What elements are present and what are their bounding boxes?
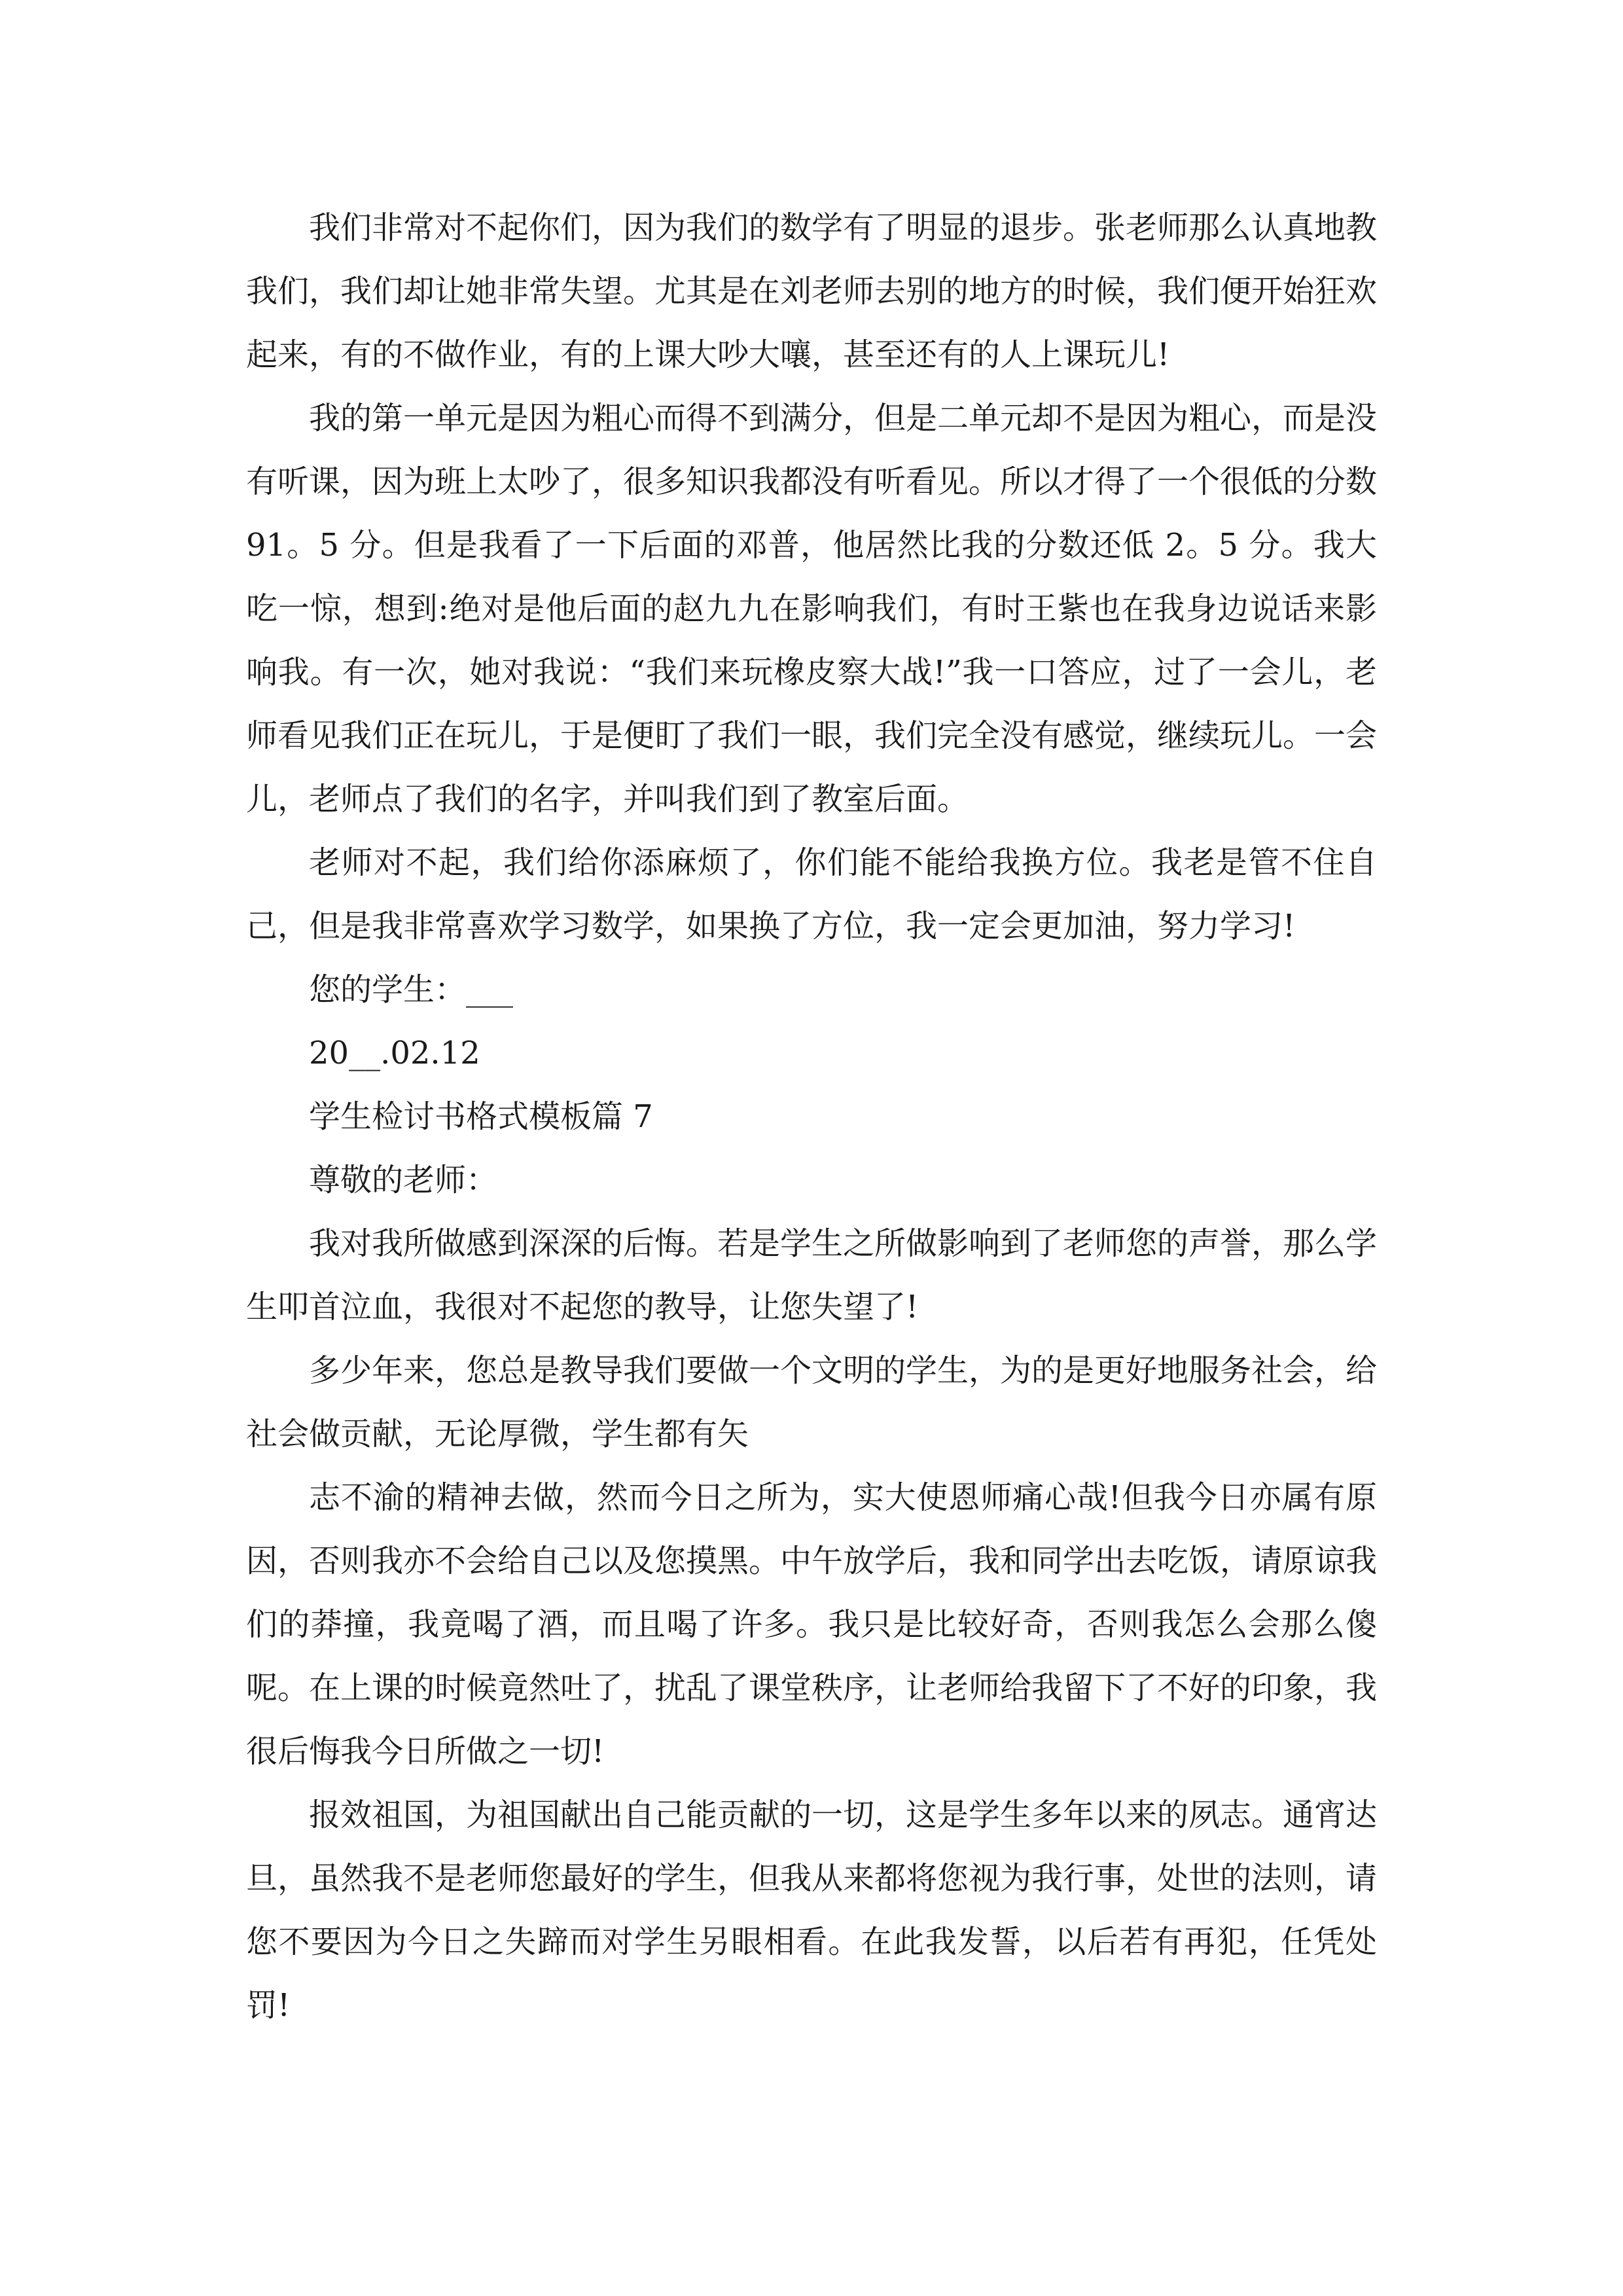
paragraph: 老师对不起，我们给你添麻烦了，你们能不能给我换方位。我老是管不住自己，但是我非常喜欢学习数学，如果换了方位，我一定会更加油，努力学习! (246, 844, 1377, 944)
signature-line: 您的学生：___ (309, 971, 514, 1008)
paragraph: 我们非常对不起你们，因为我们的数学有了明显的退步。张老师那么认真地教我们，我们却让她非常失望。尤其是在刘老师去别的地方的时候，我们便开始狂欢起来，有的不做作业，有的上课大吵大嚷，甚至还有的人上课玩儿! (246, 209, 1378, 373)
paragraph: 报效祖国，为祖国献出自己能贡献的一切，这是学生多年以来的夙志。通宵达旦，虽然我不是老师您最好的学生，但我从来都将您视为我行事，处世的法则，请您不要因为今日之失蹄而对学生另眼相看。在此我发誓，以后若有再犯，任凭处罚! (246, 1797, 1378, 2024)
document-body (246, 196, 1387, 2037)
section-title: 学生检讨书格式模板篇 7 (309, 1098, 653, 1135)
paragraph: 我对我所做感到深深的后悔。若是学生之所做影响到了老师您的声誉，那么学生叩首泣血，我很对不起您的教导，让您失望了! (246, 1225, 1378, 1325)
salutation: 尊敬的老师： (309, 1162, 498, 1198)
paragraph: 我的第一单元是因为粗心而得不到满分，但是二单元却不是因为粗心，而是没有听课，因为班上太吵了，很多知识我都没有听看见。所以才得了一个很低的分数 91。5 分。但是我看了一下后面的邓普，他居然比我的分数还低 2。5 分。我大吃一惊，想到:绝对是他后面的赵九九在影响我们，有时王紫也在我身边说话来影响我。有一次，她对我说：“我们来玩橡皮察大战!”我一口答应，过了一会儿，老师看见我们正在玩儿，于是便盯了我们一眼，我们完全没有感觉，继续玩儿。一会儿，老师点了我们的名字，并叫我们到了教室后面。 (246, 400, 1387, 817)
date-line: 20__.02.12 (309, 1035, 480, 1071)
paragraph: 志不渝的精神去做，然而今日之所为，实大使恩师痛心哉!但我今日亦属有原因，否则我亦不会给自己以及您摸黑。中午放学后，我和同学出去吃饭，请原谅我们的莽撞，我竟喝了酒，而且喝了许多。我只是比较好奇，否则我怎么会那么傻呢。在上课的时候竟然吐了，扰乱了课堂秩序，让老师给我留下了不好的印象，我很后悔我今日所做之一切! (246, 1479, 1378, 1770)
paragraph: 多少年来，您总是教导我们要做一个文明的学生，为的是更好地服务社会，给社会做贡献，无论厚微，学生都有矢 (246, 1352, 1378, 1452)
